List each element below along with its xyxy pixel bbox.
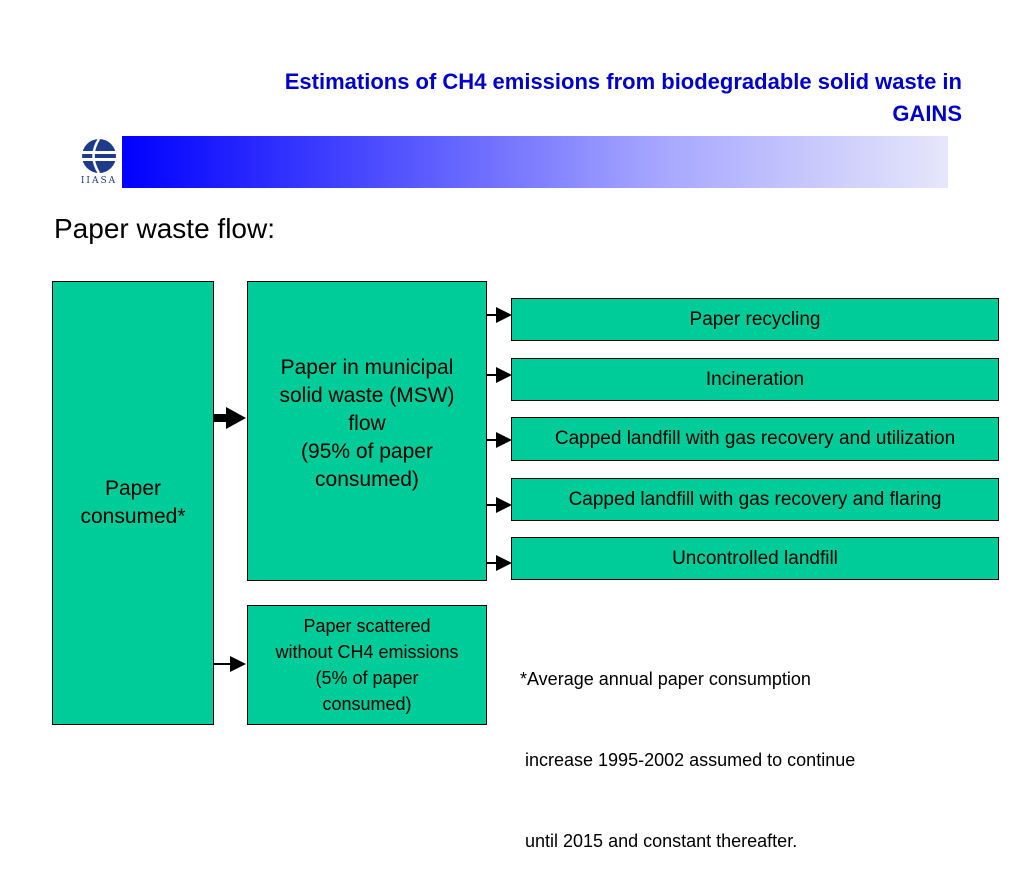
footnote-line-1: *Average annual paper consumption: [520, 669, 811, 689]
paper-scattered-line-2: without CH4 emissions: [275, 642, 459, 662]
msw-flow-line-4: (95% of paper: [301, 440, 433, 463]
slide-title-line-2: GAINS: [892, 101, 962, 126]
footnote: [520, 612, 855, 882]
slide-title-line-1: Estimations of CH4 emissions from biodegradable solid waste in: [284, 69, 962, 94]
msw-flow-box: [247, 281, 487, 581]
paper-consumed-line-2: consumed*: [80, 505, 186, 528]
msw-flow-line-2: solid waste (MSW): [279, 384, 455, 407]
msw-flow-line-5: consumed): [315, 468, 419, 491]
arrow-to-msw: [214, 407, 246, 429]
paper-scattered-line-4: consumed): [322, 694, 412, 714]
destination-paper-recycling: Paper recycling: [511, 298, 999, 341]
msw-flow-line-3: flow: [348, 412, 386, 435]
paper-consumed-line-1: Paper: [104, 477, 162, 500]
destination-uncontrolled-landfill: Uncontrolled landfill: [511, 537, 999, 580]
paper-scattered-line-3: (5% of paper: [315, 668, 419, 688]
msw-flow-line-1: Paper in municipal: [280, 356, 454, 379]
paper-scattered-line-1: Paper scattered: [303, 616, 431, 636]
destination-landfill-flaring: Capped landfill with gas recovery and flaring: [511, 478, 999, 521]
logo-text: IIASA: [80, 176, 118, 186]
paper-consumed-box: [52, 281, 214, 725]
destination-landfill-utilization: Capped landfill with gas recovery and utilization: [511, 417, 999, 461]
paper-scattered-box: [247, 605, 487, 725]
section-heading: Paper waste flow:: [54, 213, 275, 244]
footnote-line-3: until 2015 and constant thereafter.: [520, 831, 798, 851]
footnote-line-2: increase 1995-2002 assumed to continue: [520, 750, 856, 770]
destination-incineration: Incineration: [511, 358, 999, 401]
